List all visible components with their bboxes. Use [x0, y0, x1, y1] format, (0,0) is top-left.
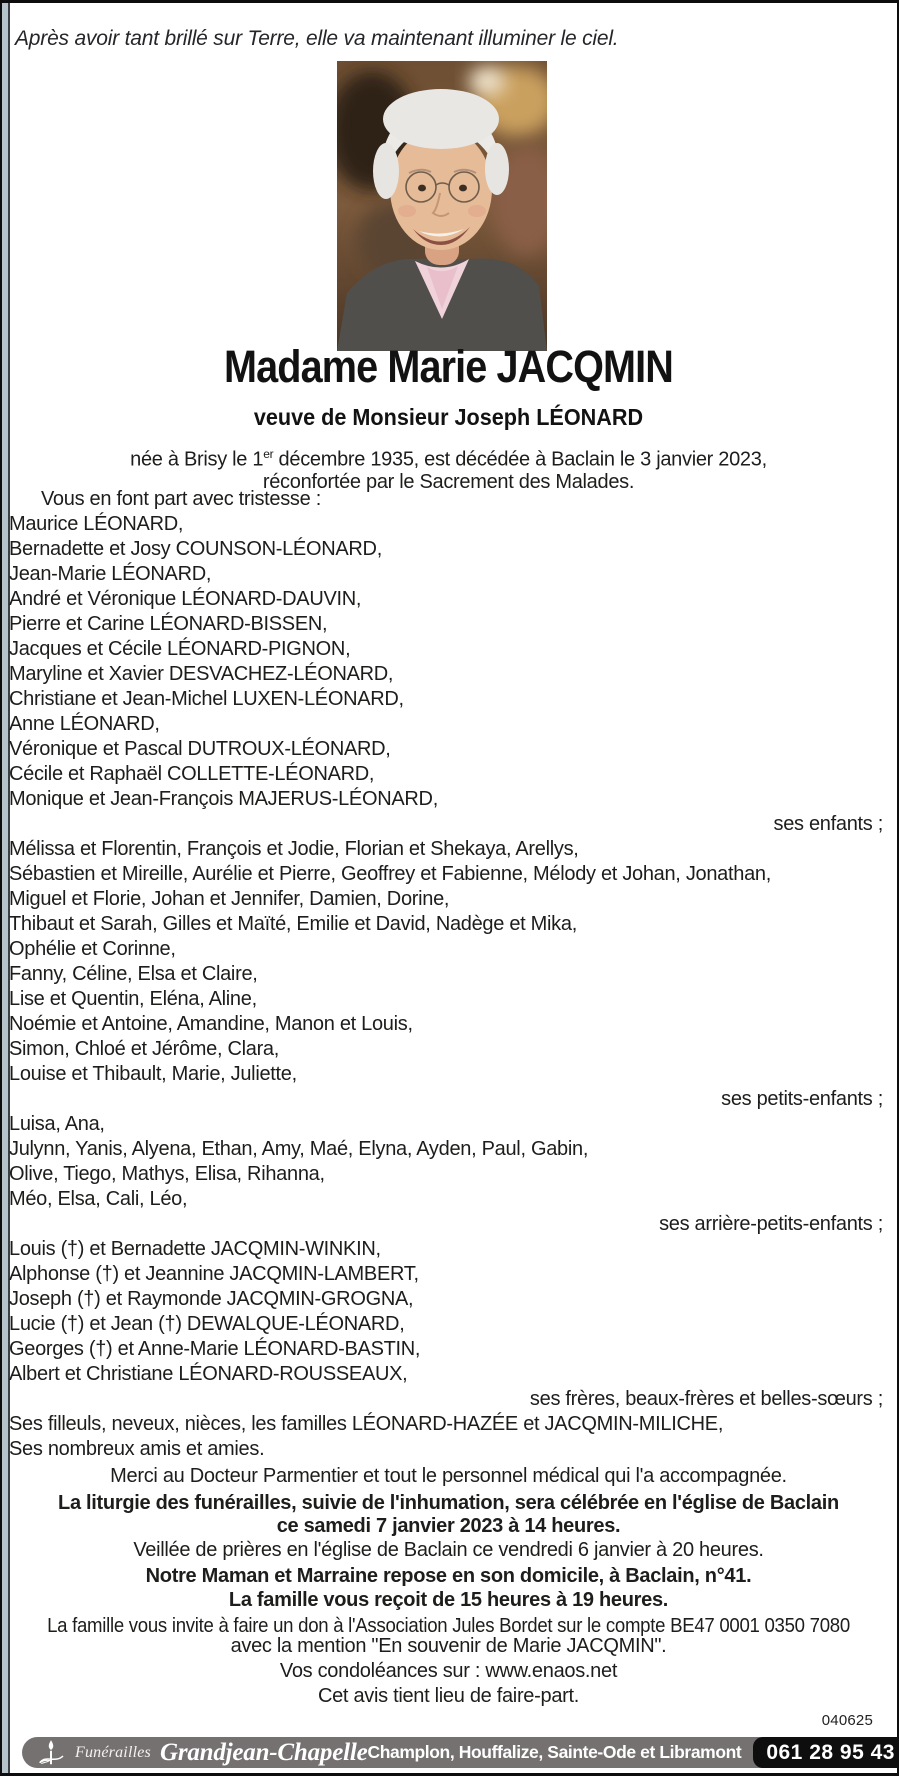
- birth-death-line1: née à Brisy le 1er décembre 1935, est décédée à Baclain le 3 janvier 2023,: [130, 447, 767, 471]
- deceased-relation: veuve de Monsieur Joseph LÉONARD: [253, 404, 644, 430]
- family-line: Anne LÉONARD,: [9, 713, 160, 735]
- funeral-home-locations: Champlon, Houffalize, Sainte-Ode et Libramont: [367, 1742, 742, 1762]
- family-line: Sébastien et Mireille, Aurélie et Pierre, Geoffrey et Fabienne, Mélody et Johan, Jonathan,: [9, 863, 771, 885]
- relation-label-siblings: ses frères, beaux-frères et belles-sœurs ;: [529, 1388, 883, 1410]
- funeral-label: Funérailles: [75, 1743, 151, 1761]
- family-line: André et Véronique LÉONARD-DAUVIN,: [9, 588, 362, 610]
- family-line: Alphonse (†) et Jeannine JACQMIN-LAMBERT,: [9, 1263, 419, 1285]
- family-line: Fanny, Céline, Elsa et Claire,: [9, 963, 258, 985]
- family-line: Mélissa et Florentin, François et Jodie, Florian et Shekaya, Arellys,: [9, 838, 579, 860]
- relation-label-children: ses enfants ;: [773, 813, 883, 835]
- family-line: Cécile et Raphaël COLLETTE-LÉONARD,: [9, 763, 375, 785]
- vigil-notice: Veillée de prières en l'église de Baclain ce vendredi 6 janvier à 20 heures.: [133, 1539, 764, 1561]
- family-line: Noémie et Antoine, Amandine, Manon et Louis,: [9, 1013, 413, 1035]
- funeral-home-logo-icon: [36, 1738, 66, 1768]
- family-line: Ses nombreux amis et amies.: [9, 1438, 265, 1460]
- family-line: Bernadette et Josy COUNSON-LÉONARD,: [9, 538, 382, 560]
- family-line: Véronique et Pascal DUTROUX-LÉONARD,: [9, 738, 391, 760]
- liturgy-notice-line2: ce samedi 7 janvier 2023 à 14 heures.: [276, 1515, 621, 1537]
- donation-notice-line2: avec la mention "En souvenir de Marie JACQMIN".: [230, 1635, 667, 1657]
- family-line: Miguel et Florie, Johan et Jennifer, Damien, Dorine,: [9, 888, 450, 910]
- liturgy-notice-line1: La liturgie des funérailles, suivie de l'inhumation, sera célébrée en l'église de Baclain: [58, 1492, 839, 1514]
- family-line: Louise et Thibault, Marie, Juliette,: [9, 1063, 297, 1085]
- portrait-photo: [337, 61, 547, 351]
- family-line: Luisa, Ana,: [9, 1113, 105, 1135]
- family-line: Lucie (†) et Jean (†) DEWALQUE-LÉONARD,: [9, 1313, 405, 1335]
- donation-notice-line1: La famille vous invite à faire un don à l'Association Jules Bordet sur le compte BE47 0001 0350 7080: [47, 1615, 850, 1637]
- family-line: Thibaut et Sarah, Gilles et Maïté, Emilie et David, Nadège et Mika,: [9, 913, 577, 935]
- thanks-notice: Merci au Docteur Parmentier et tout le personnel médical qui l'a accompagnée.: [110, 1465, 787, 1487]
- family-line: Ophélie et Corinne,: [9, 938, 176, 960]
- family-line: Pierre et Carine LÉONARD-BISSEN,: [9, 613, 328, 635]
- family-line: Christiane et Jean-Michel LUXEN-LÉONARD,: [9, 688, 404, 710]
- family-line: Ses filleuls, neveux, nièces, les familles LÉONARD-HAZÉE et JACQMIN-MILICHE,: [9, 1413, 724, 1435]
- legal-notice: Cet avis tient lieu de faire-part.: [317, 1685, 580, 1707]
- repose-notice-line2: La famille vous reçoit de 15 heures à 19 heures.: [228, 1589, 669, 1611]
- family-line: Maurice LÉONARD,: [9, 513, 184, 535]
- family-line: Olive, Tiego, Mathys, Elisa, Rihanna,: [9, 1163, 325, 1185]
- family-line: Jacques et Cécile LÉONARD-PIGNON,: [9, 638, 351, 660]
- repose-notice-line1: Notre Maman et Marraine repose en son domicile, à Baclain, n°41.: [145, 1565, 752, 1587]
- family-line: Joseph (†) et Raymonde JACQMIN-GROGNA,: [9, 1288, 414, 1310]
- family-line: Méo, Elsa, Cali, Léo,: [9, 1188, 188, 1210]
- family-announcement-list: [9, 487, 883, 1462]
- relation-label-great-grandchildren: ses arrière-petits-enfants ;: [659, 1213, 883, 1235]
- reference-number: 040625: [821, 1712, 873, 1729]
- family-line: Simon, Chloé et Jérôme, Clara,: [9, 1038, 280, 1060]
- condolences-notice: Vos condoléances sur : www.enaos.net: [279, 1660, 618, 1682]
- family-intro: Vous en font part avec tristesse :: [41, 488, 321, 510]
- family-line: Lise et Quentin, Eléna, Aline,: [9, 988, 257, 1010]
- family-line: Julynn, Yanis, Alyena, Ethan, Amy, Maé, Elyna, Ayden, Paul, Gabin,: [9, 1138, 589, 1160]
- phone-number-badge: 061 28 95 43: [753, 1737, 899, 1768]
- funeral-home-name: Grandjean-Chapelle: [159, 1738, 368, 1766]
- family-line: Maryline et Xavier DESVACHEZ-LÉONARD,: [9, 663, 394, 685]
- family-line: Jean-Marie LÉONARD,: [9, 563, 212, 585]
- birth-death-info: [0, 443, 897, 493]
- family-line: Louis (†) et Bernadette JACQMIN-WINKIN,: [9, 1238, 381, 1260]
- family-line: Albert et Christiane LÉONARD-ROUSSEAUX,: [9, 1363, 408, 1385]
- relation-label-grandchildren: ses petits-enfants ;: [721, 1088, 883, 1110]
- deceased-name: Madame Marie JACQMIN: [224, 341, 673, 392]
- memorial-quote: Après avoir tant brillé sur Terre, elle va maintenant illuminer le ciel.: [15, 27, 619, 50]
- birth-death-line2: réconfortée par le Sacrement des Malades.: [262, 470, 635, 493]
- family-line: Monique et Jean-François MAJERUS-LÉONARD,: [9, 788, 438, 810]
- family-line: Georges (†) et Anne-Marie LÉONARD-BASTIN,: [9, 1338, 421, 1360]
- funeral-home-banner: [22, 1737, 895, 1768]
